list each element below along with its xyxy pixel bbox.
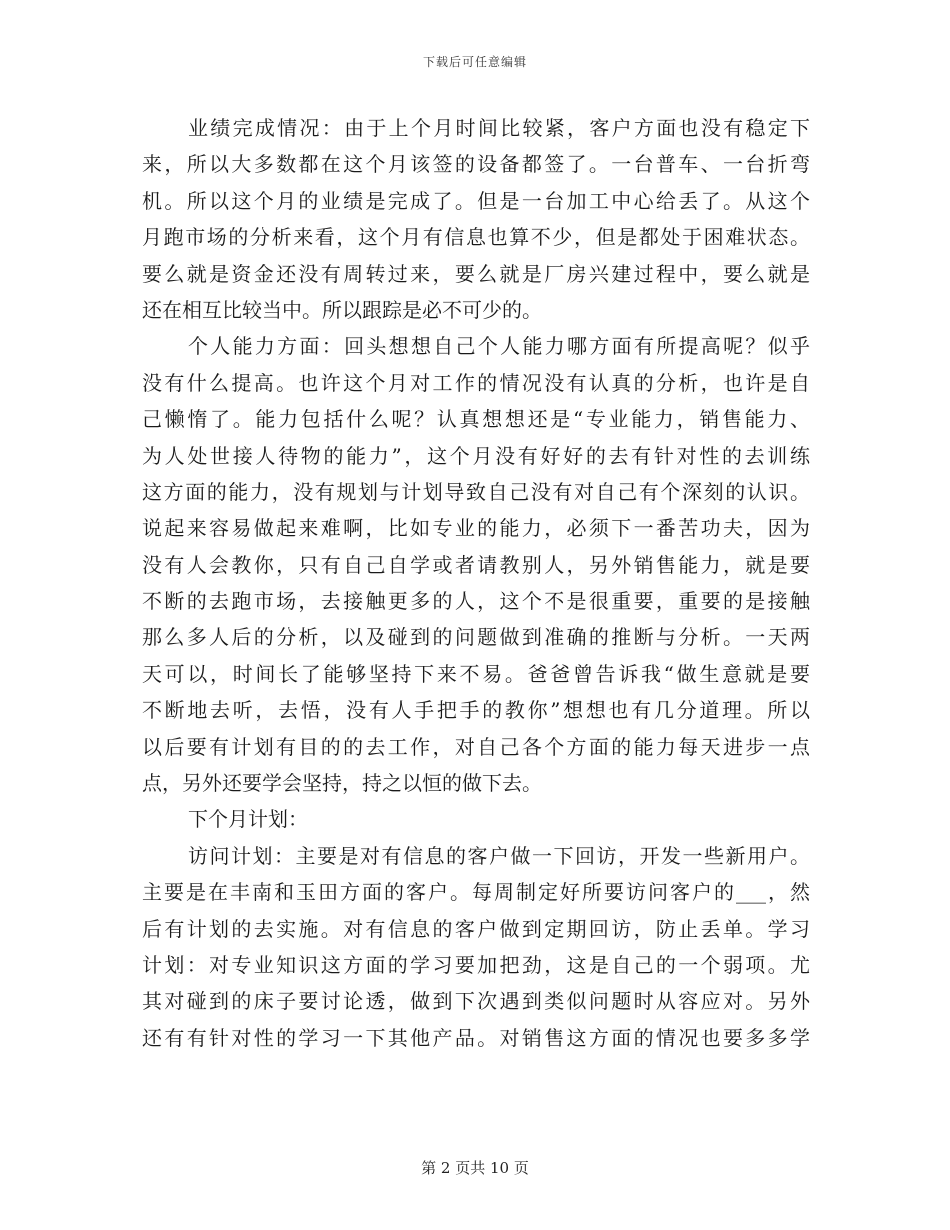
text-line: 天可以，时间长了能够坚持下来不易。爸爸曾告诉我“做生意就是要	[142, 661, 810, 686]
text-line: 来，所以大多数都在这个月该签的设备都签了。一台普车、一台折弯	[142, 152, 810, 177]
text-line: 计划：对专业知识这方面的学习要加把劲，这是自己的一个弱项。尤	[142, 952, 810, 977]
text-line: 那么多人后的分析，以及碰到的问题做到准确的推断与分析。一天两	[142, 625, 810, 650]
text-line: 这方面的能力，没有规划与计划导致自己没有对自己有个深刻的认识。	[142, 479, 810, 504]
section-heading: 下个月计划：	[188, 807, 308, 832]
text-line: 访问计划：主要是对有信息的客户做一下回访，开发一些新用户。	[188, 843, 810, 868]
page-header: 下载后可任意编辑	[422, 55, 527, 69]
text-line: 要么就是资金还没有周转过来，要么就是厂房兴建过程中，要么就是	[142, 261, 810, 286]
document-body	[142, 110, 810, 1056]
text-line: 以后要有计划有目的的去工作，对自己各个方面的能力每天进步一点	[142, 734, 810, 759]
text-line: 没有什么提高。也许这个月对工作的情况没有认真的分析，也许是自	[142, 370, 810, 395]
text-line: 不断的去跑市场，去接触更多的人，这个不是很重要，重要的是接触	[142, 589, 810, 614]
text-line: 没有人会教你，只有自己自学或者请教别人，另外销售能力，就是要	[142, 552, 810, 577]
text-line: 主要是在丰南和玉田方面的客户。每周制定好所要访问客户的___，然	[142, 880, 810, 905]
text-line: 不断地去听，去悟，没有人手把手的教你”想想也有几分道理。所以	[142, 698, 810, 723]
text-line: 说起来容易做起来难啊，比如专业的能力，必须下一番苦功夫，因为	[142, 516, 810, 541]
text-line: 后有计划的去实施。对有信息的客户做到定期回访，防止丢单。学习	[142, 916, 810, 941]
text-line: 为人处世接人待物的能力”，这个月没有好好的去有针对性的去训练	[142, 443, 810, 468]
text-line: 业绩完成情况：由于上个月时间比较紧，客户方面也没有稳定下	[188, 116, 810, 140]
text-line: 点，另外还要学会坚持，持之以恒的做下去。	[142, 771, 542, 796]
text-line: 己懒惰了。能力包括什么呢？认真想想还是“专业能力，销售能力、	[142, 407, 810, 432]
text-line: 个人能力方面：回头想想自己个人能力哪方面有所提高呢？似乎	[188, 334, 810, 359]
text-line: 机。所以这个月的业绩是完成了。但是一台加工中心给丢了。从这个	[142, 188, 810, 213]
text-line: 还有有针对性的学习一下其他产品。对销售这方面的情况也要多多学	[142, 1025, 810, 1050]
text-line: 还在相互比较当中。所以跟踪是必不可少的。	[142, 297, 542, 322]
page-footer: 第 2 页共 10 页	[421, 1159, 529, 1177]
text-line: 其对碰到的床子要讨论透，做到下次遇到类似问题时从容应对。另外	[142, 989, 810, 1014]
text-line: 月跑市场的分析来看，这个月有信息也算不少，但是都处于困难状态。	[142, 225, 810, 250]
